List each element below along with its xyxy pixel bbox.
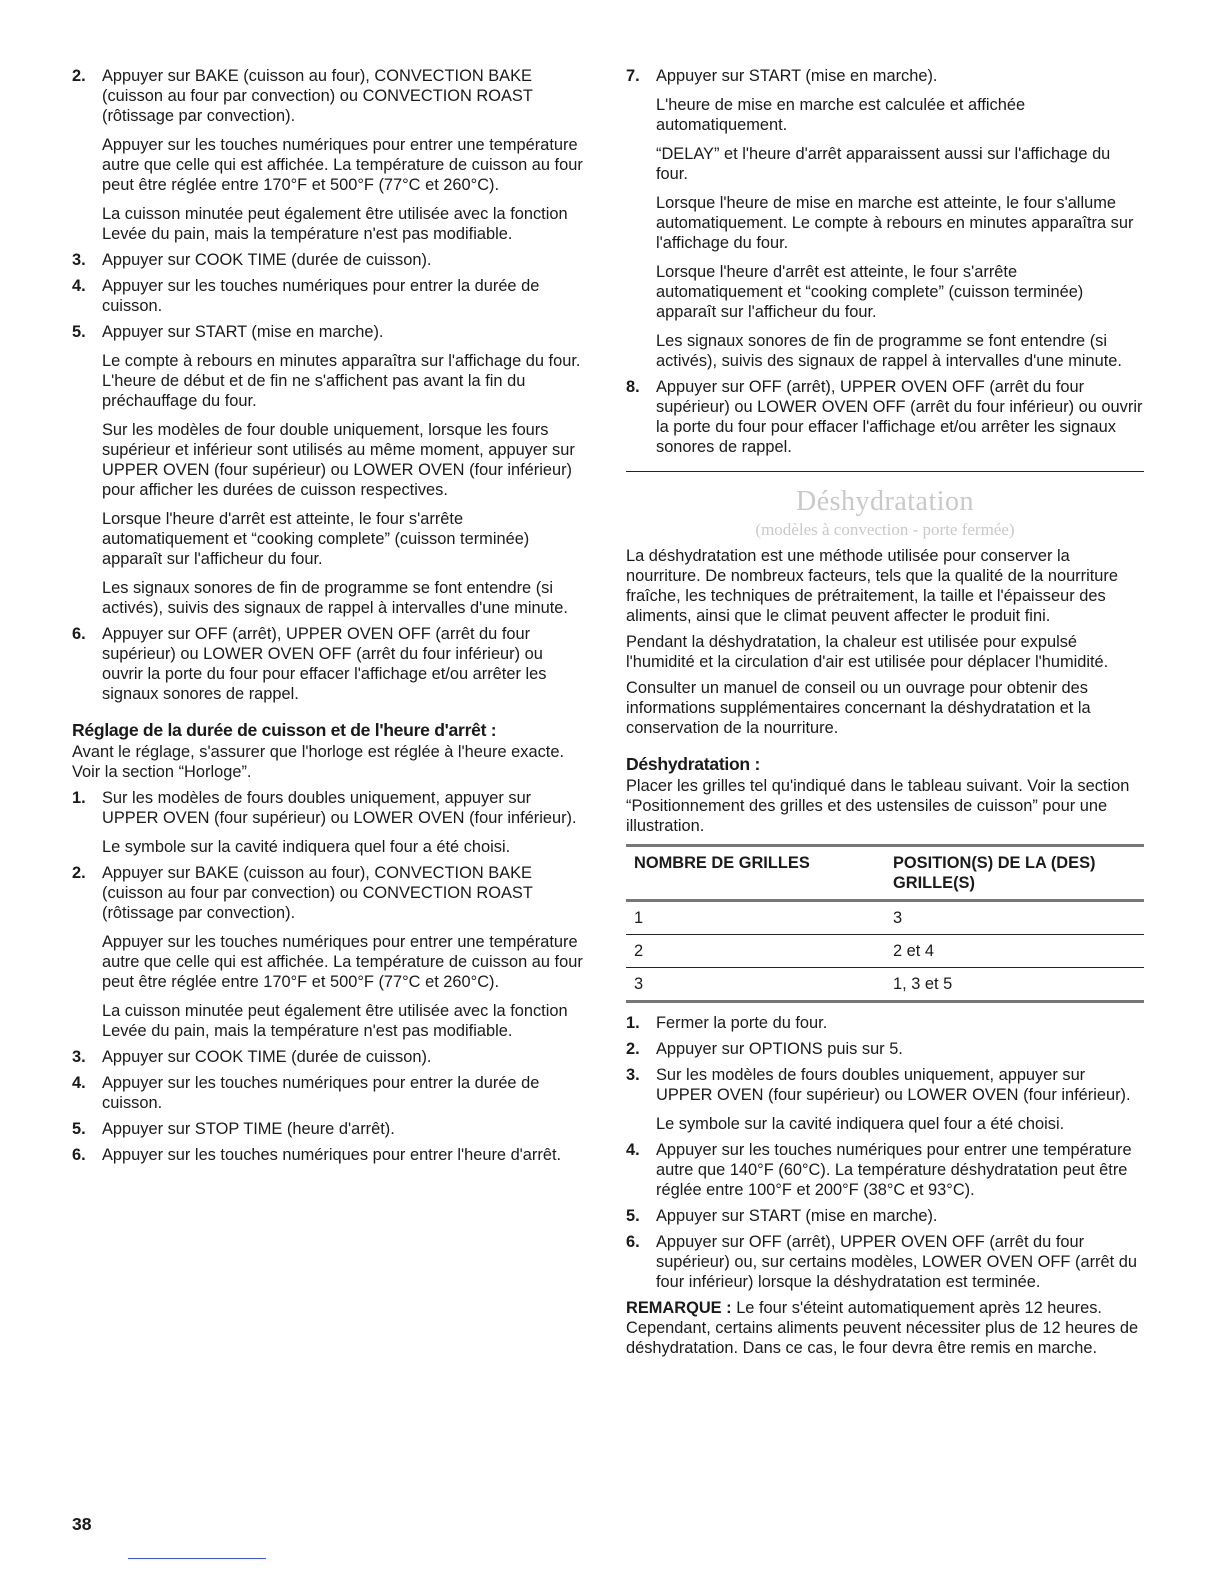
step-text: Appuyer sur BAKE (cuisson au four), CONVECTION BAKE (cuisson au four par convection) ou CONVECTION ROAST (rôtissage par convection).	[102, 864, 533, 922]
step-number: 5.	[72, 1120, 86, 1138]
list-item	[72, 1145, 588, 1165]
left-column	[72, 66, 588, 1171]
list-item	[72, 322, 588, 618]
table-cell: 3	[626, 968, 885, 1002]
dehydration-paragraph-3: Consulter un manuel de conseil ou un ouvrage pour obtenir des informations supplémentaires concernant la déshydratation et la conservation de la nourriture.	[626, 679, 1091, 737]
step-detail: “DELAY” et l'heure d'arrêt apparaissent aussi sur l'affichage du four.	[656, 145, 1111, 183]
step-text: Appuyer sur START (mise en marche).	[102, 323, 384, 341]
step-number: 6.	[626, 1233, 640, 1251]
list-item	[626, 377, 1144, 457]
section-title-dehydration: Déshydratation	[795, 486, 975, 517]
intro-cook-stop-time: Avant le réglage, s'assurer que l'horloge est réglée à l'heure exacte. Voir la section “Horloge”.	[72, 743, 564, 781]
step-number: 2.	[72, 864, 86, 882]
step-detail: Sur les modèles de four double uniquement, lorsque les fours supérieur et inférieur sont utilisés au même moment, appuyer sur UPPER OVEN (four supérieur) ou LOWER OVEN (four inférieur) pour afficher les durées de cuisson respectives.	[102, 421, 575, 499]
list-steps-cook-stop-time	[72, 788, 588, 1165]
intro-dehydration-steps: Placer les grilles tel qu'indiqué dans le tableau suivant. Voir la section “Positionnement des grilles et des ustensiles de cuisson” pour une illustration.	[626, 777, 1130, 835]
step-text: Appuyer sur COOK TIME (durée de cuisson).	[102, 1048, 432, 1066]
step-number: 2.	[626, 1040, 640, 1058]
note-text: Le four s'éteint automatiquement après 12 heures. Cependant, certains aliments peuvent nécessiter plus de 12 heures de déshydratation. Dans ce cas, le four devra être remis en marche.	[626, 1299, 1139, 1357]
step-text: Appuyer sur OFF (arrêt), UPPER OVEN OFF (arrêt du four supérieur) ou LOWER OVEN OFF (arrêt du four inférieur) ou ouvrir la porte du four pour effacer l'affichage et/ou arrêter les signaux sonores de rappel.	[102, 625, 547, 703]
step-text: Appuyer sur STOP TIME (heure d'arrêt).	[102, 1120, 395, 1138]
step-number: 3.	[72, 251, 86, 269]
step-text: Fermer la porte du four.	[656, 1014, 828, 1032]
step-detail: Lorsque l'heure d'arrêt est atteinte, le four s'arrête automatiquement et “cooking complete” (cuisson terminée) apparaît sur l'afficheur du four.	[102, 510, 530, 568]
step-number: 2.	[72, 67, 86, 85]
step-number: 6.	[72, 625, 86, 643]
heading-cook-stop-time: Réglage de la durée de cuisson et de l'heure d'arrêt :	[72, 720, 497, 740]
step-number: 7.	[626, 67, 640, 85]
table-cell: 2 et 4	[885, 935, 1144, 968]
step-detail: Lorsque l'heure d'arrêt est atteinte, le four s'arrête automatiquement et “cooking complete” (cuisson terminée) apparaît sur l'afficheur du four.	[656, 263, 1084, 321]
list-item	[72, 1073, 588, 1113]
list-item	[626, 1232, 1144, 1292]
step-detail: Les signaux sonores de fin de programme se font entendre (si activés), suivis des signaux de rappel à intervalles d'une minute.	[102, 579, 568, 617]
step-text: Appuyer sur START (mise en marche).	[656, 1207, 938, 1225]
step-text: Appuyer sur OPTIONS puis sur 5.	[656, 1040, 903, 1058]
table-row	[626, 901, 1144, 935]
table-cell: 3	[885, 901, 1144, 935]
step-detail: Le compte à rebours en minutes apparaîtra sur l'affichage du four. L'heure de début et de fin ne s'affichent pas avant la fin du préchauffage du four.	[102, 352, 581, 410]
dehydration-paragraph-1: La déshydratation est une méthode utilisée pour conserver la nourriture. De nombreux facteurs, tels que la qualité de la nourriture fraîche, les techniques de prétraitement, la taille et l'épaisseur des aliments, ainsi que le climat peuvent affecter le produit fini.	[626, 547, 1118, 625]
list-item	[626, 66, 1144, 371]
step-detail: Appuyer sur les touches numériques pour entrer une température autre que celle qui est affichée. La température de cuisson au four peut être réglée entre 170°F et 500°F (77°C et 260°C).	[102, 933, 583, 991]
list-item	[626, 1140, 1144, 1200]
step-text: Appuyer sur OFF (arrêt), UPPER OVEN OFF (arrêt du four supérieur) ou, sur certains modèles, LOWER OVEN OFF (arrêt du four inférieur) lorsque la déshydratation est terminée.	[656, 1233, 1137, 1291]
table-row	[626, 935, 1144, 968]
list-steps-delay	[626, 66, 1144, 457]
step-number: 4.	[72, 1074, 86, 1092]
list-item	[626, 1013, 1144, 1033]
step-number: 8.	[626, 378, 640, 396]
step-detail: La cuisson minutée peut également être utilisée avec la fonction Levée du pain, mais la température n'est pas modifiable.	[102, 205, 568, 243]
footer-line	[128, 1558, 266, 1559]
step-detail: Le symbole sur la cavité indiquera quel four a été choisi.	[656, 1115, 1065, 1133]
list-item	[72, 1047, 588, 1067]
step-text: Appuyer sur OFF (arrêt), UPPER OVEN OFF (arrêt du four supérieur) ou LOWER OVEN OFF (arrêt du four inférieur) ou ouvrir la porte du four pour effacer l'affichage et/ou arrêter les signaux sonores de rappel.	[656, 378, 1143, 456]
section-divider	[626, 471, 1144, 472]
right-column	[626, 66, 1144, 1364]
table-header-rack-count: NOMBRE DE GRILLES	[626, 846, 885, 901]
table-row	[626, 968, 1144, 1002]
note-label: REMARQUE :	[626, 1299, 732, 1317]
step-number: 4.	[72, 277, 86, 295]
rack-position-table	[626, 844, 1144, 1003]
section-subtitle-dehydration: (modèles à convection - porte fermée)	[755, 520, 1015, 539]
list-steps-bake	[72, 66, 588, 704]
list-item	[626, 1065, 1144, 1134]
step-detail: La cuisson minutée peut également être utilisée avec la fonction Levée du pain, mais la température n'est pas modifiable.	[102, 1002, 568, 1040]
list-item	[72, 250, 588, 270]
step-number: 1.	[626, 1014, 640, 1032]
step-text: Appuyer sur les touches numériques pour entrer l'heure d'arrêt.	[102, 1146, 562, 1164]
list-item	[626, 1206, 1144, 1226]
step-text: Appuyer sur les touches numériques pour entrer la durée de cuisson.	[102, 277, 540, 315]
step-number: 4.	[626, 1141, 640, 1159]
list-item	[72, 66, 588, 244]
step-text: Appuyer sur les touches numériques pour entrer la durée de cuisson.	[102, 1074, 540, 1112]
note-paragraph	[626, 1298, 1144, 1358]
list-steps-dehydration	[626, 1013, 1144, 1292]
table-header-rack-position: POSITION(S) DE LA (DES) GRILLE(S)	[885, 846, 1144, 901]
step-number: 3.	[72, 1048, 86, 1066]
step-number: 1.	[72, 789, 86, 807]
list-item	[72, 788, 588, 857]
dehydration-paragraph-2: Pendant la déshydratation, la chaleur est utilisée pour expulsé l'humidité et la circulation d'air est utilisée pour déplacer l'humidité.	[626, 633, 1109, 671]
step-text: Sur les modèles de fours doubles uniquement, appuyer sur UPPER OVEN (four supérieur) ou LOWER OVEN (four inférieur).	[102, 789, 577, 827]
list-item	[72, 624, 588, 704]
step-text: Appuyer sur BAKE (cuisson au four), CONVECTION BAKE (cuisson au four par convection) ou CONVECTION ROAST (rôtissage par convection).	[102, 67, 533, 125]
table-header-row	[626, 846, 1144, 901]
page-number: 38	[72, 1514, 92, 1534]
table-cell: 2	[626, 935, 885, 968]
heading-dehydration-steps: Déshydratation :	[626, 754, 761, 774]
step-text: Appuyer sur COOK TIME (durée de cuisson).	[102, 251, 432, 269]
step-text: Sur les modèles de fours doubles uniquement, appuyer sur UPPER OVEN (four supérieur) ou LOWER OVEN (four inférieur).	[656, 1066, 1131, 1104]
list-item	[72, 1119, 588, 1139]
list-item	[72, 276, 588, 316]
step-number: 3.	[626, 1066, 640, 1084]
step-detail: Le symbole sur la cavité indiquera quel four a été choisi.	[102, 838, 511, 856]
list-item	[72, 863, 588, 1041]
list-item	[626, 1039, 1144, 1059]
step-detail: Les signaux sonores de fin de programme se font entendre (si activés), suivis des signaux de rappel à intervalles d'une minute.	[656, 332, 1122, 370]
step-text: Appuyer sur START (mise en marche).	[656, 67, 938, 85]
step-number: 5.	[626, 1207, 640, 1225]
step-detail: Appuyer sur les touches numériques pour entrer une température autre que celle qui est affichée. La température de cuisson au four peut être réglée entre 170°F et 500°F (77°C et 260°C).	[102, 136, 583, 194]
step-number: 6.	[72, 1146, 86, 1164]
step-number: 5.	[72, 323, 86, 341]
table-cell: 1	[626, 901, 885, 935]
step-detail: L'heure de mise en marche est calculée et affichée automatiquement.	[656, 96, 1026, 134]
step-detail: Lorsque l'heure de mise en marche est atteinte, le four s'allume automatiquement. Le compte à rebours en minutes apparaîtra sur l'affichage du four.	[656, 194, 1134, 252]
table-cell: 1, 3 et 5	[885, 968, 1144, 1002]
step-text: Appuyer sur les touches numériques pour entrer une température autre que 140°F (60°C). La température déshydratation peut être réglée entre 100°F et 200°F (38°C et 93°C).	[656, 1141, 1132, 1199]
